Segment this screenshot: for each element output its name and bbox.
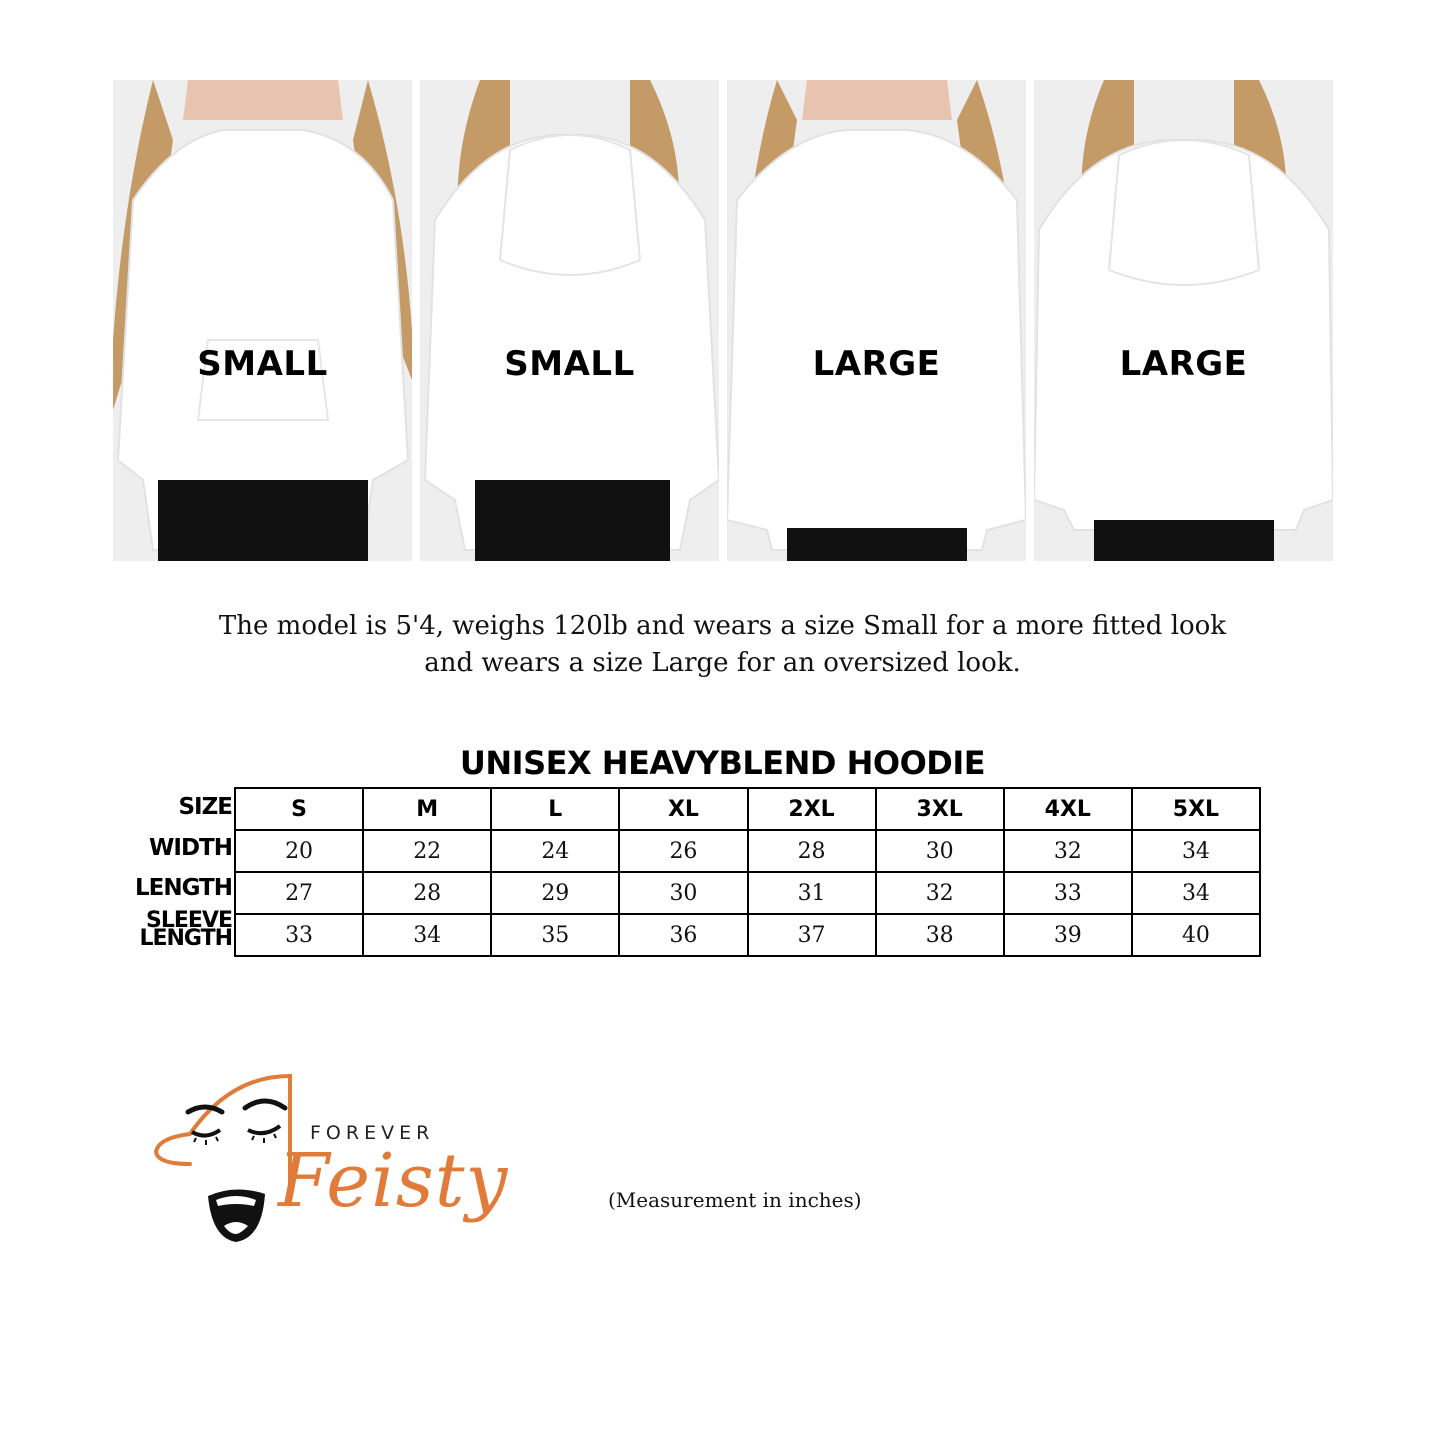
size-cell: XL [619, 788, 747, 830]
sleeve-length-row [235, 914, 1260, 956]
width-cell: 32 [1004, 830, 1132, 872]
length-row [235, 872, 1260, 914]
photo-front-large [727, 80, 1026, 561]
row-label-width: WIDTH [149, 835, 232, 861]
row-label-sleeve-line-2: LENGTH [139, 926, 232, 951]
sleeve-cell: 36 [619, 914, 747, 956]
length-cell: 30 [619, 872, 747, 914]
model-illustration [1034, 80, 1333, 561]
size-chart-title: UNISEX HEAVYBLEND HOODIE [459, 744, 986, 782]
brand-logo-main-text: Feisty [278, 1138, 509, 1224]
size-cell: 5XL [1132, 788, 1260, 830]
size-header-row [235, 788, 1260, 830]
width-cell: 22 [363, 830, 491, 872]
sleeve-cell: 35 [491, 914, 619, 956]
length-cell: 33 [1004, 872, 1132, 914]
size-cell: 3XL [876, 788, 1004, 830]
photo-front-small [113, 80, 412, 561]
sleeve-cell: 37 [748, 914, 876, 956]
photo-size-label: SMALL [504, 344, 635, 384]
width-cell: 20 [235, 830, 363, 872]
model-illustration [420, 80, 719, 561]
length-cell: 31 [748, 872, 876, 914]
length-cell: 34 [1132, 872, 1260, 914]
size-cell: 4XL [1004, 788, 1132, 830]
length-cell: 27 [235, 872, 363, 914]
sleeve-cell: 38 [876, 914, 1004, 956]
size-cell: 2XL [748, 788, 876, 830]
model-illustration [113, 80, 412, 561]
photo-size-label: LARGE [1119, 344, 1248, 384]
row-label-sleeve-length [110, 908, 232, 951]
length-cell: 32 [876, 872, 1004, 914]
photo-back-large [1034, 80, 1333, 561]
size-chart-table [234, 787, 1261, 957]
row-label-sleeve-line-1: SLEEVE [146, 908, 232, 933]
model-description [0, 608, 1445, 682]
sleeve-cell: 39 [1004, 914, 1132, 956]
model-description-line-2: and wears a size Large for an oversized look. [424, 648, 1021, 678]
row-label-length: LENGTH [134, 875, 232, 901]
length-cell: 29 [491, 872, 619, 914]
photo-size-label: SMALL [197, 344, 328, 384]
photo-size-label: LARGE [812, 344, 941, 384]
length-cell: 28 [363, 872, 491, 914]
model-illustration [727, 80, 1026, 561]
size-cell: S [235, 788, 363, 830]
brand-logo-top-text: FOREVER [310, 1122, 435, 1144]
size-cell: L [491, 788, 619, 830]
width-cell: 34 [1132, 830, 1260, 872]
width-cell: 30 [876, 830, 1004, 872]
model-description-line-1: The model is 5'4, weighs 120lb and wears a size Small for a more fitted look [218, 611, 1227, 641]
size-cell: M [363, 788, 491, 830]
sleeve-cell: 33 [235, 914, 363, 956]
width-cell: 28 [748, 830, 876, 872]
row-label-size: SIZE [178, 794, 232, 820]
sleeve-cell: 34 [363, 914, 491, 956]
width-row [235, 830, 1260, 872]
photo-back-small [420, 80, 719, 561]
width-cell: 24 [491, 830, 619, 872]
width-cell: 26 [619, 830, 747, 872]
sleeve-cell: 40 [1132, 914, 1260, 956]
measurement-note: (Measurement in inches) [608, 1188, 862, 1212]
